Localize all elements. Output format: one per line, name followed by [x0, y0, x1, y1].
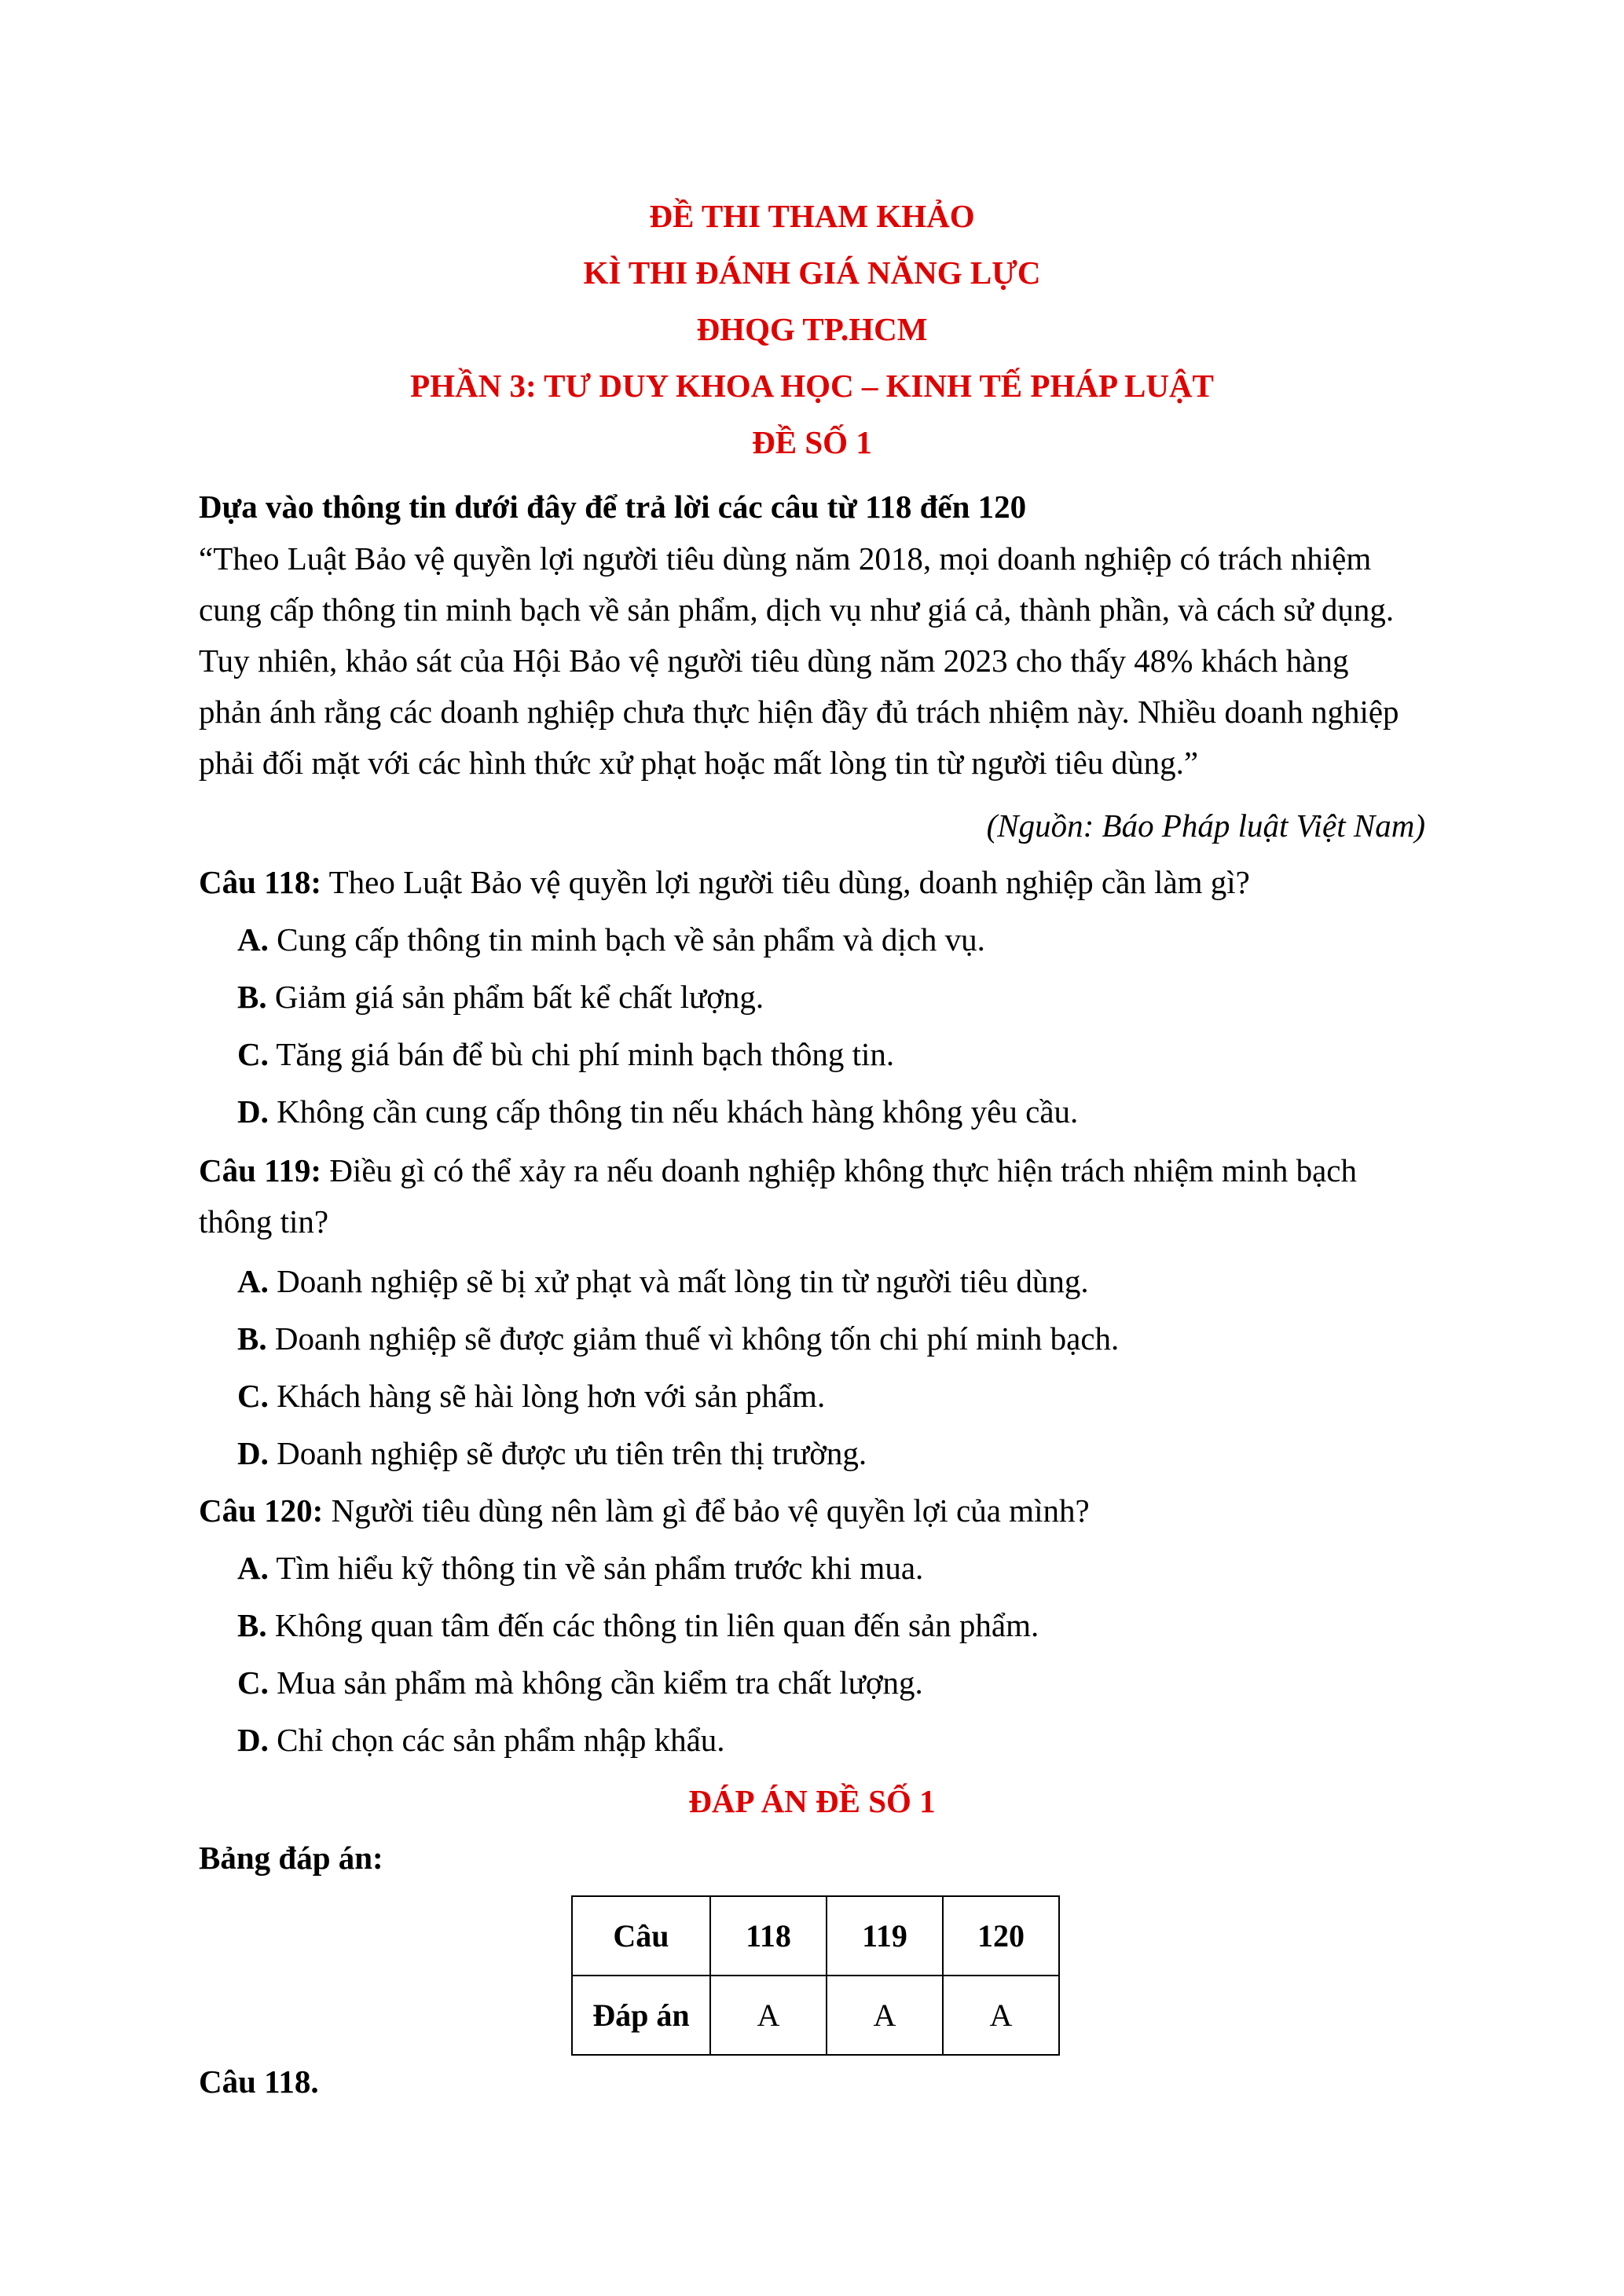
option-b: B. Doanh nghiệp sẽ được giảm thuế vì không tốn chi phí minh bạch.	[237, 1320, 1120, 1357]
question-120	[199, 1491, 1090, 1530]
option-b: B. Giảm giá sản phẩm bất kể chất lượng.	[237, 979, 764, 1015]
option-c: C. Tăng giá bán để bù chi phí minh bạch thông tin.	[237, 1036, 895, 1072]
table-cell: A	[710, 1976, 827, 2055]
option-c: C. Mua sản phẩm mà không cần kiểm tra chất lượng.	[237, 1664, 923, 1701]
question-text: Điều gì có thể xảy ra nếu doanh nghiệp không thực hiện trách nhiệm minh bạch	[321, 1152, 1357, 1188]
option-b: B. Không quan tâm đến các thông tin liên quan đến sản phẩm.	[237, 1607, 1039, 1643]
passage-line: phải đối mặt với các hình thức xử phạt hoặc mất lòng tin từ người tiêu dùng.”	[199, 745, 1199, 781]
table-cell: 119	[827, 1896, 943, 1976]
table-cell: Đáp án	[572, 1976, 710, 2055]
option-a: A. Doanh nghiệp sẽ bị xử phạt và mất lòng tin từ người tiêu dùng.	[237, 1263, 1089, 1299]
passage-line: cung cấp thông tin minh bạch về sản phẩm, dịch vụ như giá cả, thành phần, và cách sử dụng.	[199, 591, 1395, 628]
answers-title: ĐÁP ÁN ĐỀ SỐ 1	[688, 1783, 936, 1819]
passage-intro: Dựa vào thông tin dưới đây để trả lời các câu từ 118 đến 120	[199, 489, 1027, 525]
question-119	[199, 1151, 1357, 1190]
passage-source: (Nguồn: Báo Pháp luật Việt Nam)	[986, 807, 1425, 844]
header-line-5: ĐỀ SỐ 1	[752, 424, 872, 460]
header-line-4: PHẦN 3: TƯ DUY KHOA HỌC – KINH TẾ PHÁP LUẬT	[410, 368, 1214, 404]
option-a: A. Tìm hiểu kỹ thông tin về sản phẩm trước khi mua.	[237, 1550, 924, 1586]
option-a: A. Cung cấp thông tin minh bạch về sản phẩm và dịch vụ.	[237, 921, 985, 958]
question-text: Theo Luật Bảo vệ quyền lợi người tiêu dùng, doanh nghiệp cần làm gì?	[321, 864, 1250, 900]
table-cell: 120	[943, 1896, 1059, 1976]
option-d: D. Chỉ chọn các sản phẩm nhập khẩu.	[237, 1722, 725, 1758]
answer-table-label: Bảng đáp án:	[199, 1840, 383, 1876]
passage-line: “Theo Luật Bảo vệ quyền lợi người tiêu dùng năm 2018, mọi doanh nghiệp có trách nhiệm	[199, 540, 1372, 577]
option-c: C. Khách hàng sẽ hài lòng hơn với sản phẩm.	[237, 1378, 826, 1414]
header-line-2: KÌ THI ĐÁNH GIÁ NĂNG LỰC	[583, 255, 1041, 291]
header-line-1: ĐỀ THI THAM KHẢO	[649, 198, 975, 234]
table-row	[572, 1896, 1059, 1976]
question-text-cont: thông tin?	[199, 1203, 329, 1240]
option-d: D. Doanh nghiệp sẽ được ưu tiên trên thị trường.	[237, 1435, 867, 1471]
question-118	[199, 862, 1250, 902]
question-label: Câu 118:	[199, 864, 322, 900]
table-cell: A	[827, 1976, 943, 2055]
table-cell: Câu	[572, 1896, 710, 1976]
question-label: Câu 120:	[199, 1492, 324, 1529]
option-d: D. Không cần cung cấp thông tin nếu khách hàng không yêu cầu.	[237, 1093, 1079, 1130]
passage-line: Tuy nhiên, khảo sát của Hội Bảo vệ người tiêu dùng năm 2023 cho thấy 48% khách hàng	[199, 643, 1349, 679]
table-row	[572, 1976, 1059, 2055]
next-heading: Câu 118.	[199, 2063, 319, 2100]
answer-table	[571, 1895, 1060, 2056]
table-cell: A	[943, 1976, 1059, 2055]
question-text: Người tiêu dùng nên làm gì để bảo vệ quyền lợi của mình?	[323, 1492, 1090, 1529]
header-line-3: ĐHQG TP.HCM	[696, 311, 928, 347]
table-cell: 118	[710, 1896, 827, 1976]
passage-line: phản ánh rằng các doanh nghiệp chưa thực hiện đầy đủ trách nhiệm này. Nhiều doanh nghiệp	[199, 694, 1399, 730]
question-label: Câu 119:	[199, 1152, 322, 1188]
